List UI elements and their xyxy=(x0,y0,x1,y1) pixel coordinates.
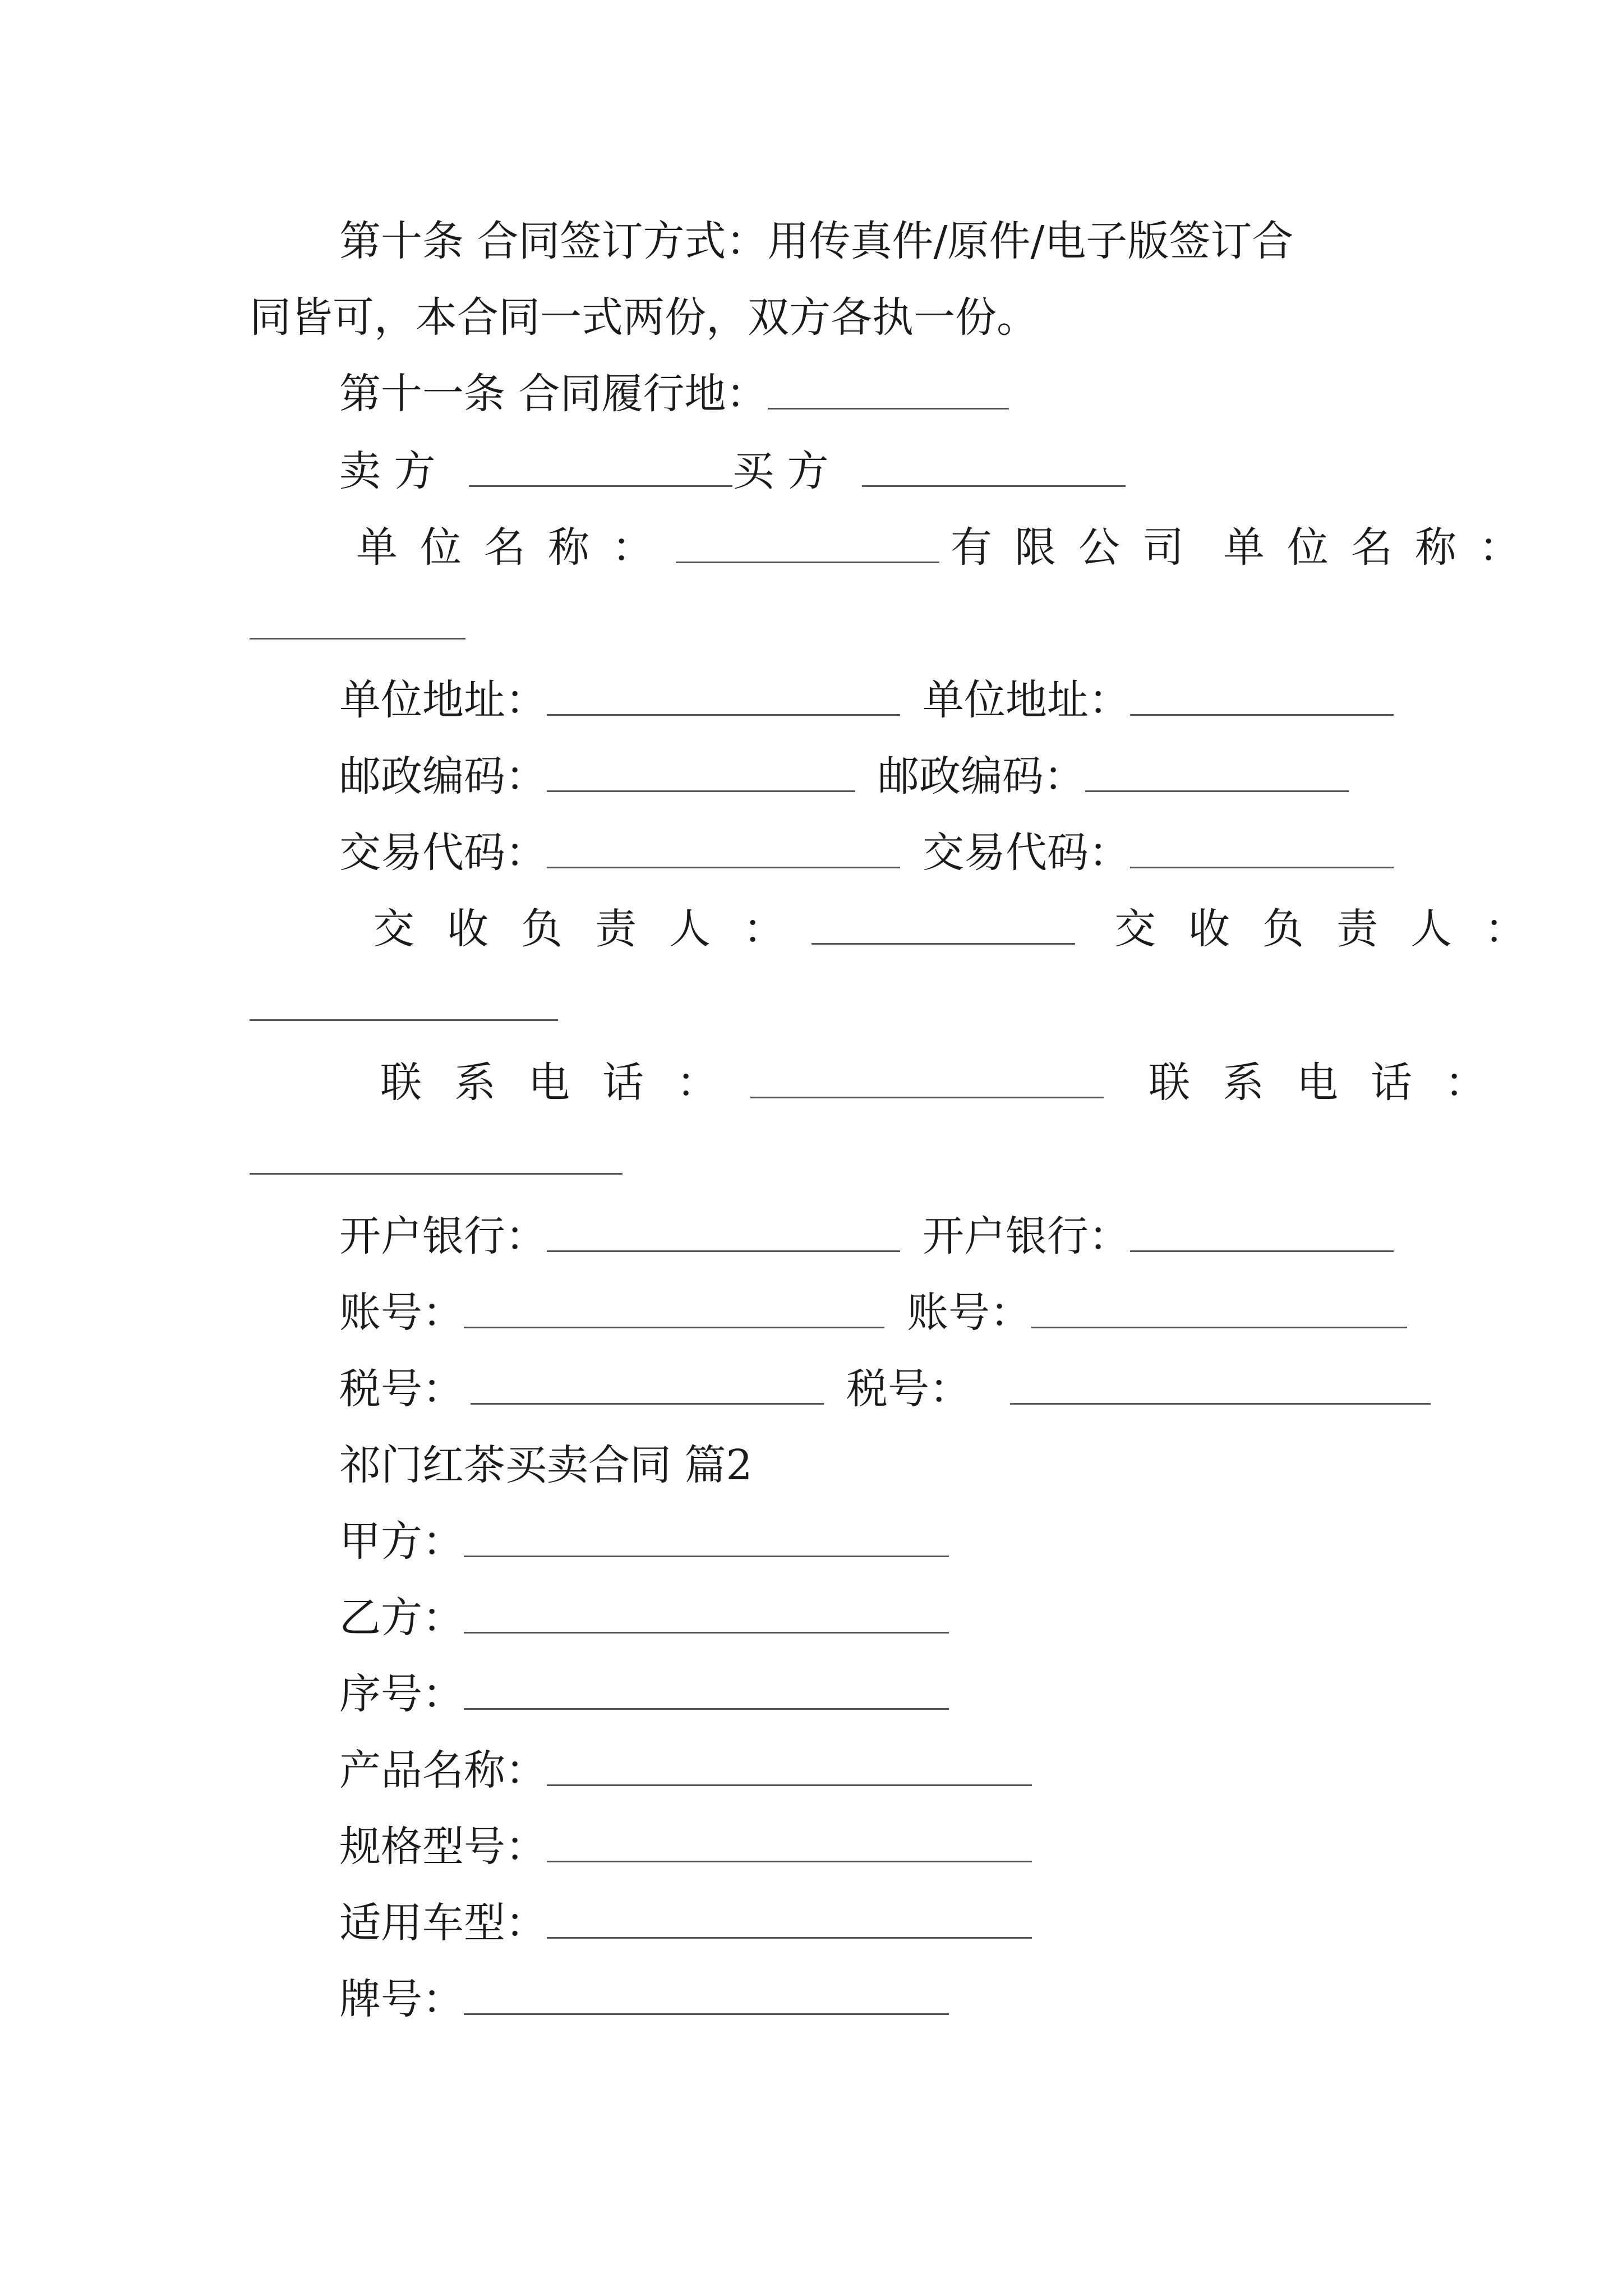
postal-code-right-label: 邮政编码： xyxy=(878,752,1085,800)
brand-number-line xyxy=(339,1971,949,2027)
buyer-account-blank[interactable] xyxy=(1031,1285,1407,1341)
seller-trade-code-blank[interactable] xyxy=(547,825,900,881)
account-line xyxy=(339,1285,1407,1341)
company-suffix: 有限公司 xyxy=(951,523,1206,572)
vehicle-type-label: 适用车型： xyxy=(339,1899,547,1947)
article-11-line xyxy=(339,366,1009,422)
product-name-label: 产品名称： xyxy=(339,1746,547,1795)
buyer-delivery-person-blank[interactable] xyxy=(250,977,558,1033)
spec-model-blank[interactable] xyxy=(547,1819,1032,1875)
section-2-title-line xyxy=(339,1437,753,1493)
party-b-blank[interactable] xyxy=(464,1590,949,1646)
party-b-line xyxy=(339,1590,949,1646)
delivery-person-left-label: 交收负责人： xyxy=(373,905,817,953)
product-name-line xyxy=(339,1742,1032,1798)
section-2-title: 祁门红茶买卖合同 篇2 xyxy=(339,1441,753,1489)
buyer-bank-blank[interactable] xyxy=(1130,1208,1394,1264)
buyer-phone-blank[interactable] xyxy=(250,1131,623,1187)
seller-buyer-line xyxy=(339,443,1126,499)
seller-label: 卖 方 xyxy=(339,447,436,495)
serial-number-label: 序号： xyxy=(339,1670,464,1718)
serial-number-blank[interactable] xyxy=(464,1666,949,1722)
buyer-blank[interactable] xyxy=(862,443,1126,499)
phone-line xyxy=(380,1055,1519,1111)
brand-number-label: 牌号： xyxy=(339,1975,464,2023)
article-11-label: 第十一条 合同履行地： xyxy=(339,370,768,418)
trade-code-left-label: 交易代码： xyxy=(339,829,547,877)
buyer-postal-blank[interactable] xyxy=(1085,748,1349,804)
buyer-address-blank[interactable] xyxy=(1130,672,1394,728)
seller-bank-blank[interactable] xyxy=(547,1208,900,1264)
party-a-blank[interactable] xyxy=(464,1513,949,1570)
buyer-label: 买 方 xyxy=(732,447,829,495)
buyer-tax-number-blank[interactable] xyxy=(1010,1361,1431,1417)
buyer-trade-code-blank[interactable] xyxy=(1130,825,1394,881)
article-10-line-1 xyxy=(339,213,1293,269)
article-10-text: 第十条 合同签订方式：用传真件/原件/电子版签订合 xyxy=(339,217,1294,265)
unit-name-line xyxy=(356,519,1543,576)
unit-address-right-label: 单位地址： xyxy=(923,676,1130,724)
seller-blank[interactable] xyxy=(469,443,732,499)
seller-account-blank[interactable] xyxy=(464,1285,884,1341)
tax-number-left-label: 税号： xyxy=(339,1365,464,1413)
account-left-label: 账号： xyxy=(339,1289,464,1337)
product-name-blank[interactable] xyxy=(547,1742,1032,1798)
article-10-line-2 xyxy=(250,289,1038,346)
delivery-person-right-label: 交收负责人： xyxy=(1114,905,1559,953)
party-a-line xyxy=(339,1513,949,1570)
brand-number-blank[interactable] xyxy=(464,1971,949,2027)
seller-delivery-person-blank[interactable] xyxy=(811,901,1075,957)
spec-model-line xyxy=(339,1819,1032,1875)
postal-code-line xyxy=(339,748,1349,804)
trade-code-right-label: 交易代码： xyxy=(923,829,1130,877)
party-a-label: 甲方： xyxy=(339,1517,464,1566)
tax-number-right-label: 税号： xyxy=(846,1365,971,1413)
vehicle-type-blank[interactable] xyxy=(547,1895,1032,1951)
party-b-label: 乙方： xyxy=(339,1594,464,1642)
phone-right-label: 联系电话： xyxy=(1149,1059,1519,1107)
bank-left-label: 开户银行： xyxy=(339,1212,547,1260)
spec-model-label: 规格型号： xyxy=(339,1823,547,1871)
seller-phone-blank[interactable] xyxy=(750,1055,1104,1111)
seller-address-blank[interactable] xyxy=(547,672,900,728)
phone-left-label: 联系电话： xyxy=(380,1059,750,1107)
article-10-text-cont: 同皆可，本合同一式两份，双方各执一份。 xyxy=(250,293,1038,342)
trade-code-line xyxy=(339,825,1394,881)
unit-name-right-label: 单位名称： xyxy=(1223,523,1543,572)
delivery-person-line xyxy=(373,901,1559,957)
postal-code-left-label: 邮政编码： xyxy=(339,752,547,800)
bank-line xyxy=(339,1208,1394,1264)
bank-right-label: 开户银行： xyxy=(923,1212,1130,1260)
seller-tax-number-blank[interactable] xyxy=(471,1361,824,1417)
unit-name-left-label: 单位名称： xyxy=(356,523,676,572)
vehicle-type-line xyxy=(339,1895,1032,1951)
seller-unit-name-blank[interactable] xyxy=(676,519,939,576)
unit-address-left-label: 单位地址： xyxy=(339,676,547,724)
seller-postal-blank[interactable] xyxy=(547,748,855,804)
buyer-unit-name-blank[interactable] xyxy=(250,596,465,652)
tax-number-line xyxy=(339,1361,1431,1417)
performance-place-blank[interactable] xyxy=(768,366,1009,422)
account-right-label: 账号： xyxy=(907,1289,1031,1337)
serial-number-line xyxy=(339,1666,949,1722)
unit-address-line xyxy=(339,672,1394,728)
